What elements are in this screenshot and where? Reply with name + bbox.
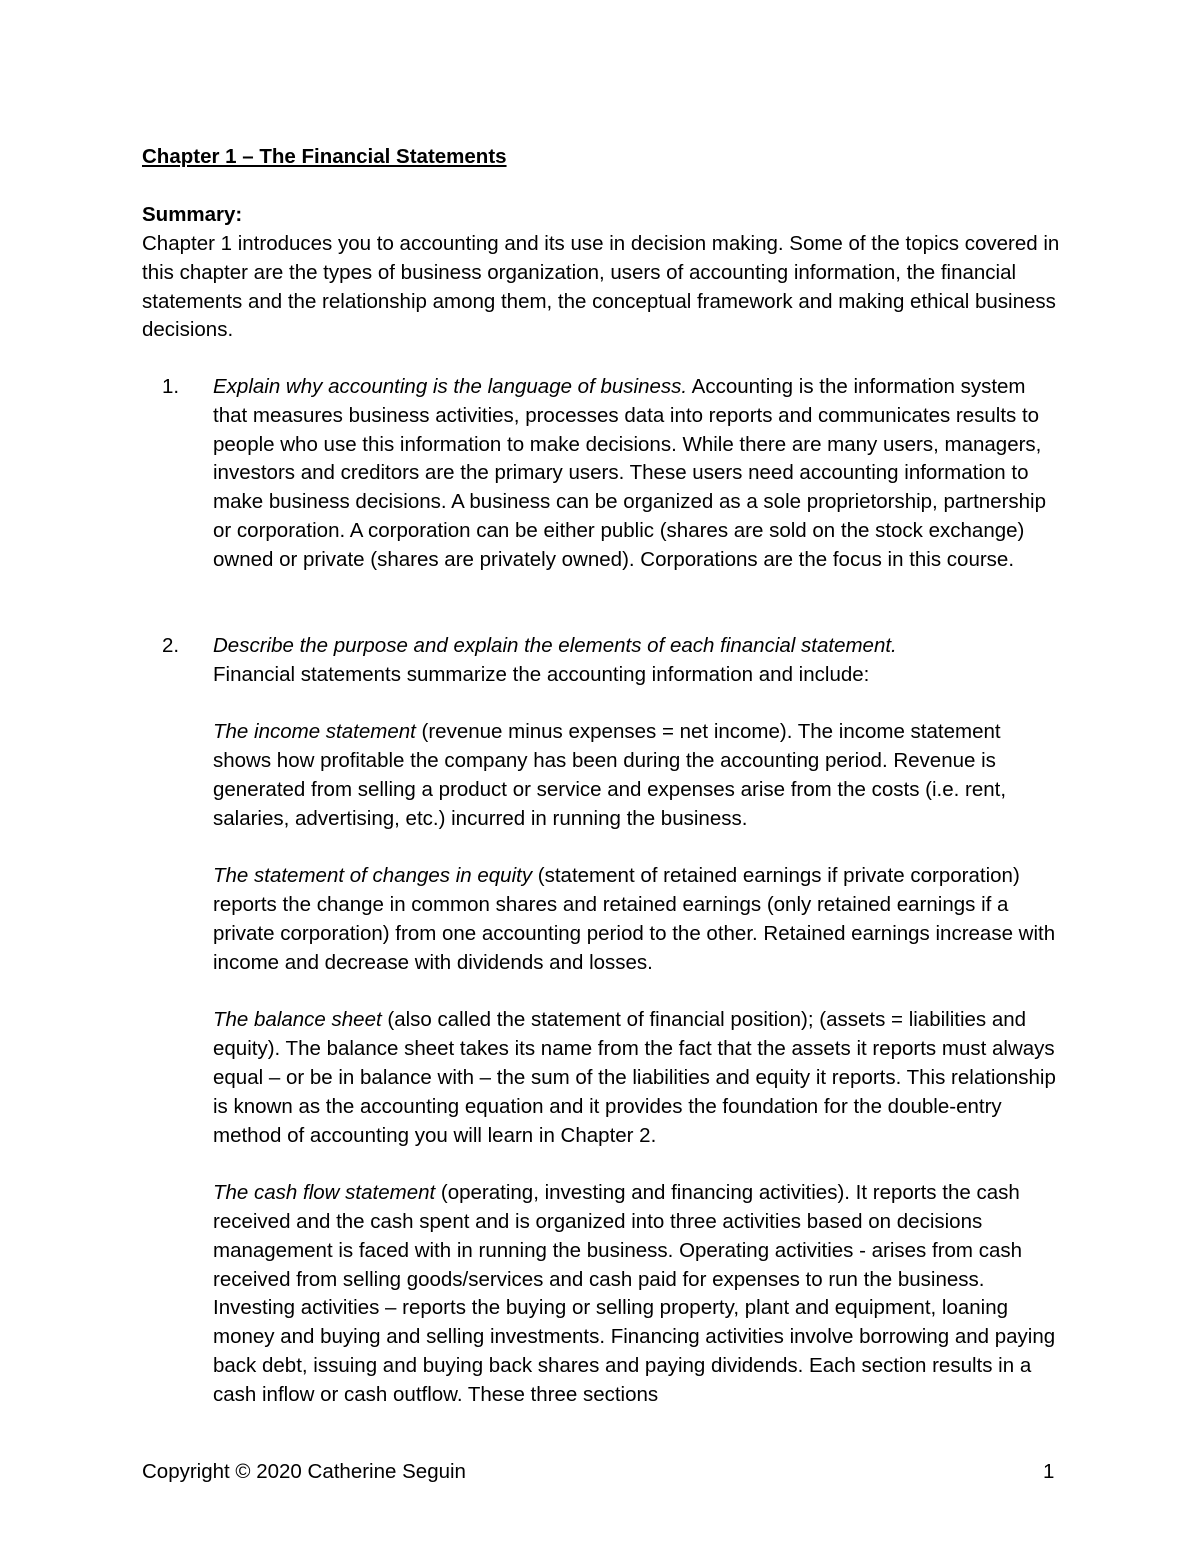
list-item-heading-paragraph (213, 632, 1063, 661)
list-item-text: Accounting is the information system that measures business activities, processes data into reports and communicates results to people who use this information to make decisions. While there are many users, managers, investors and creditors are the primary users. These users need accounting information to make business decisions. A business can be organized as a sole proprietorship, partnership or corporation. A corporation can be either public (shares are sold on the stock exchange) owned or private (shares are privately owned). Corporations are the focus in this course. (213, 375, 1047, 571)
statement-text: (statement of retained earnings if private corporation) reports the change in common shares and retained earnings (only retained earnings if a private corporation) from one accounting period to the other. Retained earnings increase with income and decrease with dividends and losses. (213, 864, 1056, 974)
list-item-heading: Describe the purpose and explain the elements of each financial statement. (213, 634, 897, 657)
footer-copyright: Copyright © 2020 Catherine Seguin (142, 1460, 466, 1483)
statement-changes-in-equity (213, 862, 1063, 977)
statement-text: (operating, investing and financing activities). It reports the cash received and the cash spent and is organized into three activities based on decisions management is faced with in running the business. Operating activities - arises from cash received from selling goods/services and cash paid for expenses to run the business. Investing activities – reports the buying or selling property, plant and equipment, loaning money and buying and selling investments. Financing activities involve borrowing and paying back debt, issuing and buying back shares and paying dividends. Each section results in a cash inflow or cash outflow. These three sections (213, 1181, 1056, 1406)
footer-page-number: 1 (1043, 1460, 1055, 1483)
statement-name: The statement of changes in equity (213, 864, 533, 888)
summary-label: Summary: (142, 203, 243, 226)
statement-cash-flow (213, 1179, 1063, 1409)
statement-name: The cash flow statement (213, 1181, 436, 1205)
statement-income (213, 718, 1063, 833)
statement-name: The income statement (213, 720, 416, 744)
list-item-number: 2. (162, 634, 180, 657)
list-item-1 (142, 373, 1062, 575)
statement-balance-sheet (213, 1006, 1063, 1150)
list-item-heading: Explain why accounting is the language of business. (213, 375, 688, 398)
summary-paragraph: Chapter 1 introduces you to accounting and its use in decision making. Some of the topics covered in this chapter are the types of business organization, users of accounting information, the financial statements and the relationship among them, the conceptual framework and making ethical business decisions. (142, 232, 1060, 342)
list-item-intro: Financial statements summarize the accounting information and include: (213, 662, 870, 686)
list-item-2 (142, 632, 1062, 1410)
statement-text: (also called the statement of financial position); (assets = liabilities and equity). The balance sheet takes its name from the fact that the assets it reports must always equal – or be in balance with – the sum of the liabilities and equity it reports. This relationship is known as the accounting equation and it provides the foundation for the double-entry method of accounting you will learn in Chapter 2. (213, 1008, 1056, 1147)
chapter-title: Chapter 1 – The Financial Statements (142, 145, 507, 168)
list-item-paragraph (213, 373, 1063, 575)
statement-name: The balance sheet (213, 1008, 382, 1032)
list-item-number: 1. (162, 375, 180, 398)
statement-text: (revenue minus expenses = net income). The income statement shows how profitable the company has been during the accounting period. Revenue is generated from selling a product or service and expenses arise from the costs (i.e. rent, salaries, advertising, etc.) incurred in running the business. (213, 720, 1007, 830)
